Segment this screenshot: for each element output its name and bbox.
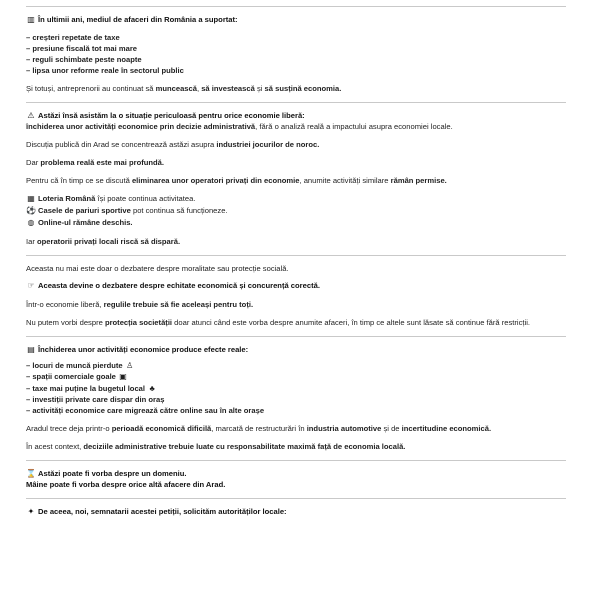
exceptions-list [26,194,566,229]
warning-icon: ⚠ [27,110,35,120]
paragraph: Aradul trece deja printr-o perioadă economică dificilă, marcată de restructurări în industria automotive și de incertitudine economică. [26,423,492,433]
list-item: – spații comerciale goale ▣ [26,372,127,382]
paragraph: Pentru că în timp ce se discută eliminarea unor operatori privați din economie, anumite activități similare rămân permise. [26,175,447,185]
list-item: – taxe mai puține la bugetul local ♣ [26,384,566,394]
divider [26,336,566,337]
effects-list [26,361,566,416]
paragraph: Iar operatorii privați locali riscă să dispară. [26,236,181,246]
shop-icon: ▣ [119,372,127,382]
section-4-heading: ▤ Închiderea unor activități economice produce efecte reale: [27,344,249,354]
paragraph: Și totuși, antreprenorii au continuat să muncească, să investească și să susțină economia. [26,83,342,93]
divider [26,460,566,461]
section-6-heading: ✦ De aceea, noi, semnatarii acestei petiții, solicităm autorităților locale: [27,506,287,516]
divider [26,102,566,103]
list-item: – creșteri repetate de taxe [26,33,120,43]
list-item: – presiune fiscală tot mai mare [26,44,137,54]
list-item: – investiții private care dispar din oraș [26,395,165,405]
section-5-line: ⌛ Astăzi poate fi vorba despre un domeniu. [26,468,187,478]
list-item: – lipsa unor reforme reale în sectorul public [26,65,184,75]
list-item: – locuri de muncă pierdute ♙ [26,360,134,370]
divider [26,255,566,256]
chart-down-icon: ▤ [27,344,35,354]
paragraph: Dar problema reală este mai profundă. [26,157,165,167]
list-item: – reguli schimbate peste noapte [26,55,142,65]
list-item: – activități economice care migrează către online sau în alte orașe [26,405,265,415]
paragraph: Discuția publică din Arad se concentrează astăzi asupra industriei jocurilor de noroc. [26,139,320,149]
list-item: ▦ Loteria Română își poate continua activitatea. [27,193,196,203]
paragraph: Într-o economie liberă, regulile trebuie să fie aceleași pentru toți. [26,299,254,309]
sports-ball-icon: ⚽ [26,205,36,215]
section-2-heading: ⚠ Astăzi însă asistăm la o situație periculoasă pentru orice economie liberă: [27,110,305,120]
bar-chart-icon: ▥ [27,15,35,24]
hourglass-icon: ⌛ [26,468,36,478]
list-item: ◍ Online-ul rămâne deschis. [27,218,133,228]
paragraph: Nu putem vorbi despre protecția societății doar atunci când este vorba despre anumite afaceri, în timp ce altele sunt lăsate să continue fără restricții. [26,317,530,327]
divider [26,6,566,7]
paragraph: Aceasta nu mai este doar o dezbatere despre moralitate sau protecție socială. [26,263,289,273]
globe-icon: ◍ [27,218,35,228]
section-1-list [26,33,566,75]
petition-content [26,6,566,525]
people-icon: ♙ [126,360,134,370]
section-1-heading: ▥ În ultimii ani, mediul de afaceri din România a suportat: [27,15,238,24]
paragraph: ☞ Aceasta devine o dezbatere despre echitate economică și concurență corectă. [27,281,320,291]
paragraph: închiderea unor activități economice prin decizie administrativă, fără o analiză reală a impactului asupra economiei locale. [26,122,453,132]
section-5-line: Mâine poate fi vorba despre orice altă afacere din Arad. [26,479,226,489]
paragraph: În acest context, deciziile administrative trebuie luate cu responsabilitate maximă față de economia locală. [26,441,406,451]
lottery-icon: ▦ [27,193,35,203]
money-bag-icon: ♣ [149,383,155,393]
handshake-icon: ✦ [27,506,35,516]
divider [26,498,566,499]
list-item: ⚽ Casele de pariuri sportive pot continua să funcționeze. [26,205,228,215]
pointing-hand-icon: ☞ [27,281,35,291]
